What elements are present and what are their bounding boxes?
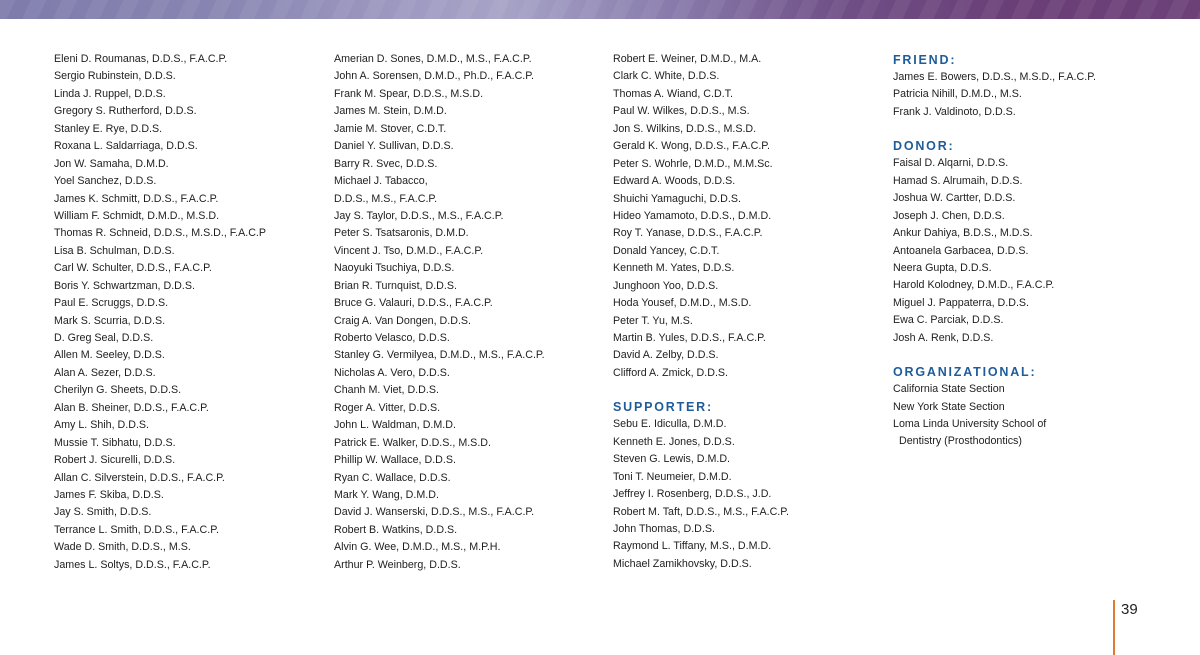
member-name: Jon W. Samaha, D.M.D. xyxy=(54,157,169,170)
member-name: Junghoon Yoo, D.D.S. xyxy=(613,279,719,292)
column-4 xyxy=(893,51,1096,451)
member-name: David J. Wanserski, D.D.S., M.S., F.A.C.P. xyxy=(334,506,535,519)
member-name: James M. Stein, D.M.D. xyxy=(334,105,447,118)
member-name: James K. Schmitt, D.D.S., F.A.C.P. xyxy=(54,192,219,205)
member-name: Terrance L. Smith, D.D.S., F.A.C.P. xyxy=(54,523,219,536)
organization-name: Dentistry (Prosthodontics) xyxy=(899,435,1022,448)
section-spacer xyxy=(613,382,789,398)
member-name: Frank M. Spear, D.D.S., M.S.D. xyxy=(334,87,484,100)
organization-name: Loma Linda University School of xyxy=(893,418,1047,430)
member-name: D.D.S., M.S., F.A.C.P. xyxy=(334,192,438,205)
member-name: Edward A. Woods, D.D.S. xyxy=(613,175,736,188)
member-name: Jon S. Wilkins, D.D.S., M.S.D. xyxy=(613,122,757,135)
member-name: Nicholas A. Vero, D.D.S. xyxy=(334,366,450,379)
member-name: Eleni D. Roumanas, D.D.S., F.A.C.P. xyxy=(54,53,228,65)
member-name: Mark Y. Wang, D.M.D. xyxy=(334,488,439,501)
supporter-name: Michael Zamikhovsky, D.D.S. xyxy=(613,557,752,570)
donor-name: Joshua W. Cartter, D.D.S. xyxy=(893,192,1016,205)
supporter-name: Jeffrey I. Rosenberg, D.D.S., J.D. xyxy=(613,488,772,501)
member-name: Patrick E. Walker, D.D.S., M.S.D. xyxy=(334,436,491,449)
member-name: Mark S. Scurria, D.D.S. xyxy=(54,314,166,327)
member-name: John A. Sorensen, D.M.D., Ph.D., F.A.C.P. xyxy=(334,70,534,83)
member-name: Linda J. Ruppel, D.D.S. xyxy=(54,87,166,100)
donor-name: Antoanela Garbacea, D.D.S. xyxy=(893,244,1029,257)
column-3 xyxy=(613,51,789,573)
page-number: 39 xyxy=(1121,601,1138,618)
donor-heading: DONOR: xyxy=(893,139,955,154)
supporter-name: Kenneth E. Jones, D.D.S. xyxy=(613,435,735,448)
donor-name: Hamad S. Alrumaih, D.D.S. xyxy=(893,174,1023,187)
supporter-name: Sebu E. Idiculla, D.M.D. xyxy=(613,418,727,431)
page-number-rule xyxy=(1113,600,1115,655)
member-name: Bruce G. Valauri, D.D.S., F.A.C.P. xyxy=(334,297,493,310)
supporter-name: Robert M. Taft, D.D.S., M.S., F.A.C.P. xyxy=(613,505,789,518)
member-name: Paul E. Scruggs, D.D.S. xyxy=(54,297,169,310)
friend-name: James E. Bowers, D.D.S., M.S.D., F.A.C.P. xyxy=(893,71,1096,83)
member-name: Kenneth M. Yates, D.D.S. xyxy=(613,262,735,275)
member-name: James L. Soltys, D.D.S., F.A.C.P. xyxy=(54,558,211,571)
member-name: Jay S. Taylor, D.D.S., M.S., F.A.C.P. xyxy=(334,209,504,222)
member-name: Roger A. Vitter, D.D.S. xyxy=(334,401,441,414)
member-name: Phillip W. Wallace, D.D.S. xyxy=(334,454,456,467)
member-name: Roxana L. Saldarriaga, D.D.S. xyxy=(54,140,198,153)
section-spacer xyxy=(893,121,1096,137)
member-name: Thomas R. Schneid, D.D.S., M.S.D., F.A.C.P xyxy=(54,227,267,240)
member-name: Alan B. Sheiner, D.D.S., F.A.C.P. xyxy=(54,401,209,414)
member-name: Wade D. Smith, D.D.S., M.S. xyxy=(54,541,191,554)
supporter-heading: SUPPORTER: xyxy=(613,400,713,415)
supporter-name: Steven G. Lewis, D.M.D. xyxy=(613,453,731,466)
member-name: Boris Y. Schwartzman, D.D.S. xyxy=(54,279,195,292)
top-banner xyxy=(0,0,1200,19)
member-name: Brian R. Turnquist, D.D.S. xyxy=(334,279,457,292)
member-name: Yoel Sanchez, D.D.S. xyxy=(54,175,157,188)
member-name: Chanh M. Viet, D.D.S. xyxy=(334,384,439,397)
member-name: Paul W. Wilkes, D.D.S., M.S. xyxy=(613,105,750,118)
member-name: Clark C. White, D.D.S. xyxy=(613,70,720,83)
member-name: Daniel Y. Sullivan, D.D.S. xyxy=(334,140,454,153)
member-name: Lisa B. Schulman, D.D.S. xyxy=(54,244,175,257)
member-name: Stanley G. Vermilyea, D.M.D., M.S., F.A.C.P. xyxy=(334,349,545,362)
member-name: David A. Zelby, D.D.S. xyxy=(613,349,719,362)
member-name: Robert J. Sicurelli, D.D.S. xyxy=(54,454,176,467)
donor-name: Miguel J. Pappaterra, D.D.S. xyxy=(893,296,1030,309)
donor-name: Ankur Dahiya, B.D.S., M.D.S. xyxy=(893,227,1033,240)
member-name: Shuichi Yamaguchi, D.D.S. xyxy=(613,192,741,205)
member-name: Jay S. Smith, D.D.S. xyxy=(54,506,152,519)
friend-name: Frank J. Valdinoto, D.D.S. xyxy=(893,105,1016,118)
member-name: James F. Skiba, D.D.S. xyxy=(54,488,164,501)
supporter-name: John Thomas, D.D.S. xyxy=(613,522,715,535)
member-name: Mussie T. Sibhatu, D.D.S. xyxy=(54,436,176,449)
member-name: Ryan C. Wallace, D.D.S. xyxy=(334,471,451,484)
member-name: Donald Yancey, C.D.T. xyxy=(613,244,720,257)
member-name: Carl W. Schulter, D.D.S., F.A.C.P. xyxy=(54,262,212,275)
member-name: Arthur P. Weinberg, D.D.S. xyxy=(334,558,461,571)
friend-name: Patricia Nihill, D.M.D., M.S. xyxy=(893,88,1022,101)
member-name: Amy L. Shih, D.D.S. xyxy=(54,419,150,432)
member-name: Amerian D. Sones, D.M.D., M.S., F.A.C.P. xyxy=(334,53,532,65)
donor-name: Neera Gupta, D.D.S. xyxy=(893,261,992,274)
supporter-name: Raymond L. Tiffany, M.S., D.M.D. xyxy=(613,540,772,553)
member-name: Peter T. Yu, M.S. xyxy=(613,314,693,327)
friend-heading: FRIEND: xyxy=(893,53,957,67)
member-name: Sergio Rubinstein, D.D.S. xyxy=(54,70,176,83)
member-name: Peter S. Wohrle, D.M.D., M.M.Sc. xyxy=(613,157,773,170)
member-name: Barry R. Svec, D.D.S. xyxy=(334,157,438,170)
member-name: Martin B. Yules, D.D.S., F.A.C.P. xyxy=(613,332,766,344)
member-name: John L. Waldman, D.M.D. xyxy=(334,419,456,432)
member-name: Robert E. Weiner, D.M.D., M.A. xyxy=(613,53,762,65)
section-spacer xyxy=(893,347,1096,363)
member-name: Alvin G. Wee, D.M.D., M.S., M.P.H. xyxy=(334,541,501,554)
donor-name: Harold Kolodney, D.M.D., F.A.C.P. xyxy=(893,279,1055,292)
organization-name: New York State Section xyxy=(893,400,1005,413)
member-name: Jamie M. Stover, C.D.T. xyxy=(334,122,447,135)
member-name: D. Greg Seal, D.D.S. xyxy=(54,332,154,344)
donor-name: Ewa C. Parciak, D.D.S. xyxy=(893,314,1004,327)
member-name: Stanley E. Rye, D.D.S. xyxy=(54,122,163,135)
member-name: Roy T. Yanase, D.D.S., F.A.C.P. xyxy=(613,227,763,240)
member-name: Michael J. Tabacco, xyxy=(334,175,428,188)
member-name: Gregory S. Rutherford, D.D.S. xyxy=(54,105,197,118)
member-name: Craig A. Van Dongen, D.D.S. xyxy=(334,314,472,327)
supporter-name: Toni T. Neumeier, D.M.D. xyxy=(613,470,732,483)
member-name: Alan A. Sezer, D.D.S. xyxy=(54,366,156,379)
member-name: Robert B. Watkins, D.D.S. xyxy=(334,523,458,536)
organization-name: California State Section xyxy=(893,383,1005,396)
member-name: Allan C. Silverstein, D.D.S., F.A.C.P. xyxy=(54,471,225,484)
member-name: Allen M. Seeley, D.D.S. xyxy=(54,349,165,362)
member-name: Peter S. Tsatsaronis, D.M.D. xyxy=(334,227,469,240)
donor-name: Joseph J. Chen, D.D.S. xyxy=(893,209,1005,222)
member-name: Roberto Velasco, D.D.S. xyxy=(334,332,450,344)
member-name: Cherilyn G. Sheets, D.D.S. xyxy=(54,384,182,397)
donor-name: Faisal D. Alqarni, D.D.S. xyxy=(893,157,1009,170)
member-name: Hoda Yousef, D.M.D., M.S.D. xyxy=(613,297,752,310)
member-name: William F. Schmidt, D.M.D., M.S.D. xyxy=(54,209,220,222)
member-name: Thomas A. Wiand, C.D.T. xyxy=(613,87,733,100)
member-name: Vincent J. Tso, D.M.D., F.A.C.P. xyxy=(334,244,484,257)
member-name: Naoyuki Tsuchiya, D.D.S. xyxy=(334,262,455,275)
member-name: Clifford A. Zmick, D.D.S. xyxy=(613,366,729,379)
organizational-heading: ORGANIZATIONAL: xyxy=(893,365,1037,380)
column-2 xyxy=(334,51,545,574)
member-name: Hideo Yamamoto, D.D.S., D.M.D. xyxy=(613,209,772,222)
donor-name: Josh A. Renk, D.D.S. xyxy=(893,331,994,344)
member-name: Gerald K. Wong, D.D.S., F.A.C.P. xyxy=(613,140,771,153)
column-1 xyxy=(54,51,266,574)
